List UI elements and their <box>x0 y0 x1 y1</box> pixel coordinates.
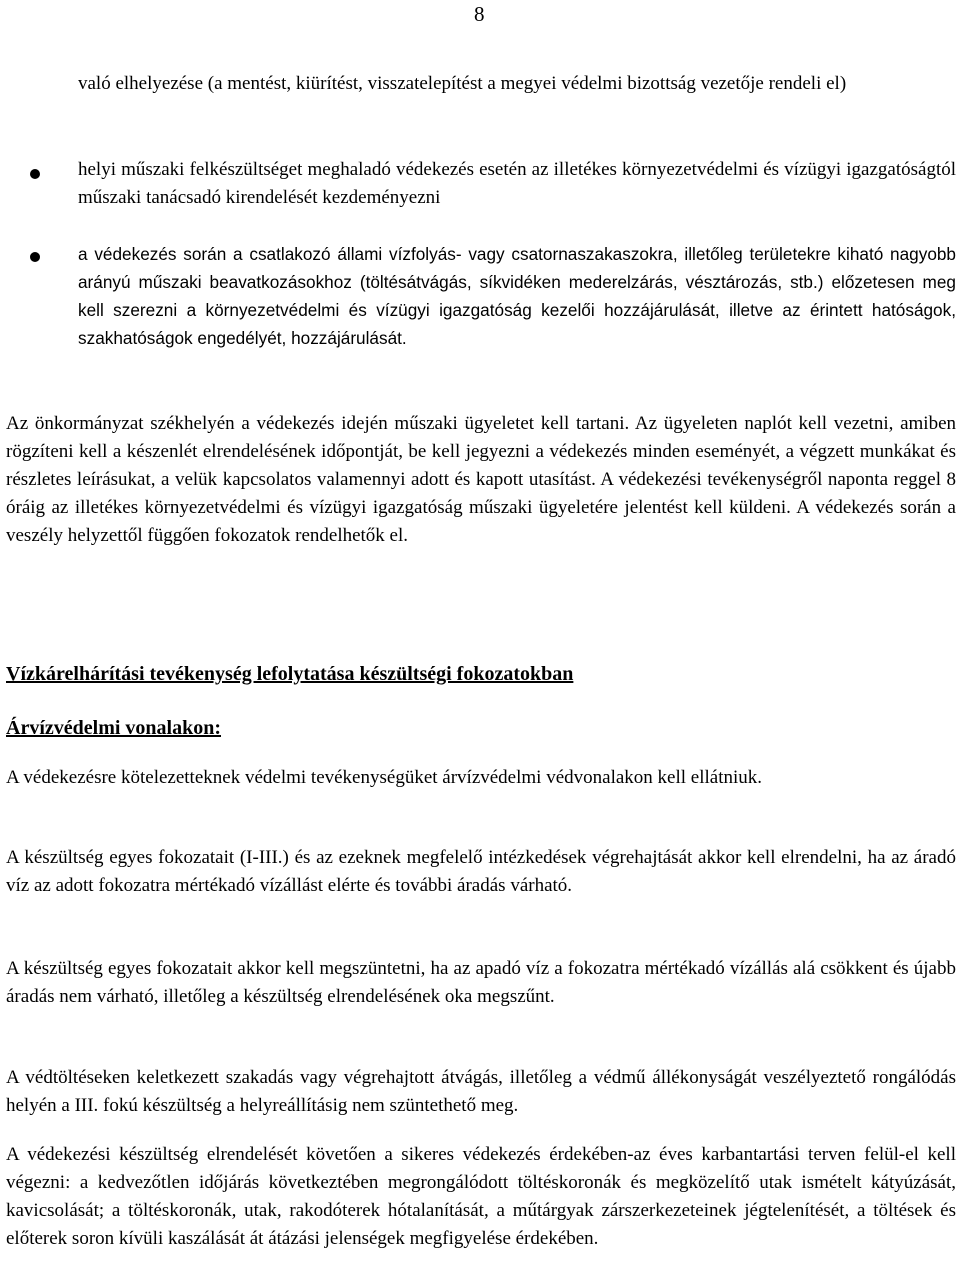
paragraph-maintenance: A védekezési készültség elrendelését követően a sikeres védekezés érdekében-az éves karbantartási terven felül-el kell végezni: a kedvezőtlen időjárás következtében megrongálódott töltéskoronák és megközelítő utak ismételt kátyúzását, kavicsolását; a töltéskoronák, utak, rakodóterek hótalanítását, a műtárgyak zárszerkezeteinek jégtelenítését, a töltések és előterek soron kívüli kaszálását át átázási jelenségek megfigyelése érdekében. <box>6 1144 956 1249</box>
paragraph-ordering: A készültség egyes fokozatait (I-III.) és az ezeknek megfelelő intézkedések végrehajtását akkor kell elrendelni, ha az áradó víz az adott fokozatra mértékadó vízállást elérte és további áradás várható. <box>6 847 956 896</box>
bullet-dot <box>30 252 40 262</box>
paragraph-breach: A védtöltéseken keletkezett szakadás vagy végrehajtott átvágás, illetőleg a védmű állékonyságát veszélyeztető rongálódás helyén a III. fokú készültség a helyreállításig nem szüntethető meg. <box>6 1067 956 1116</box>
paragraph-obligation: A védekezésre kötelezetteknek védelmi tevékenységüket árvízvédelmi védvonalakon kell ellátniuk. <box>6 767 763 788</box>
bullet-item-advisor: helyi műszaki felkészültséget meghaladó védekezés esetén az illetékes környezetvédelmi és vízügyi igazgatóságtól műszaki tanácsadó kirendelését kezdeményezni <box>78 159 956 208</box>
paragraph-termination: A készültség egyes fokozatait akkor kell megszüntetni, ha az apadó víz a fokozatra mértékadó vízállás alá csökkent és újabb áradás nem várható, illetőleg a készültség elrendelésének oka megszűnt. <box>6 958 956 1007</box>
subsection-heading: Árvízvédelmi vonalakon: <box>6 717 221 739</box>
bullet-dot <box>30 169 40 179</box>
page-number: 8 <box>474 2 485 26</box>
intro-continuation: való elhelyezése (a mentést, kiürítést, visszatelepítést a megyei védelmi bizottság vezetője rendeli el) <box>78 73 847 94</box>
bullet-item-interventions: a védekezés során a csatlakozó állami vízfolyás- vagy csatornaszakaszokra, illetőleg területekre kiható nagyobb arányú műszaki beavatkozásokhoz (töltésátvágás, síkvidéken mederelzárás, vésztározás, stb.) előzetesen meg kell szerezni a környezetvédelmi és vízügyi igazgatóság kezelői hozzájárulását, illetve az érintett hatóságok, szakhatóságok engedélyét, hozzájárulását. <box>78 244 956 348</box>
paragraph-duty: Az önkormányzat székhelyén a védekezés idején műszaki ügyeletet kell tartani. Az ügyeleten naplót kell vezetni, amiben rögzíteni kell a készenlét elrendelésének időpontját, be kell jegyezni a védekezés minden eseményét, a végzett munkákat és részletes leírásukat, a velük kapcsolatos valamennyi adott és kapott utasítást. A védekezési tevékenységről naponta reggel 8 óráig az illetékes környezetvédelmi és vízügyi igazgatóság műszaki ügyeletére jelentést kell küldeni. A védekezés során a veszély helyzettől függően fokozatok rendelhetők el. <box>6 413 956 546</box>
section-heading: Vízkárelhárítási tevékenység lefolytatása készültségi fokozatokban <box>6 663 574 685</box>
